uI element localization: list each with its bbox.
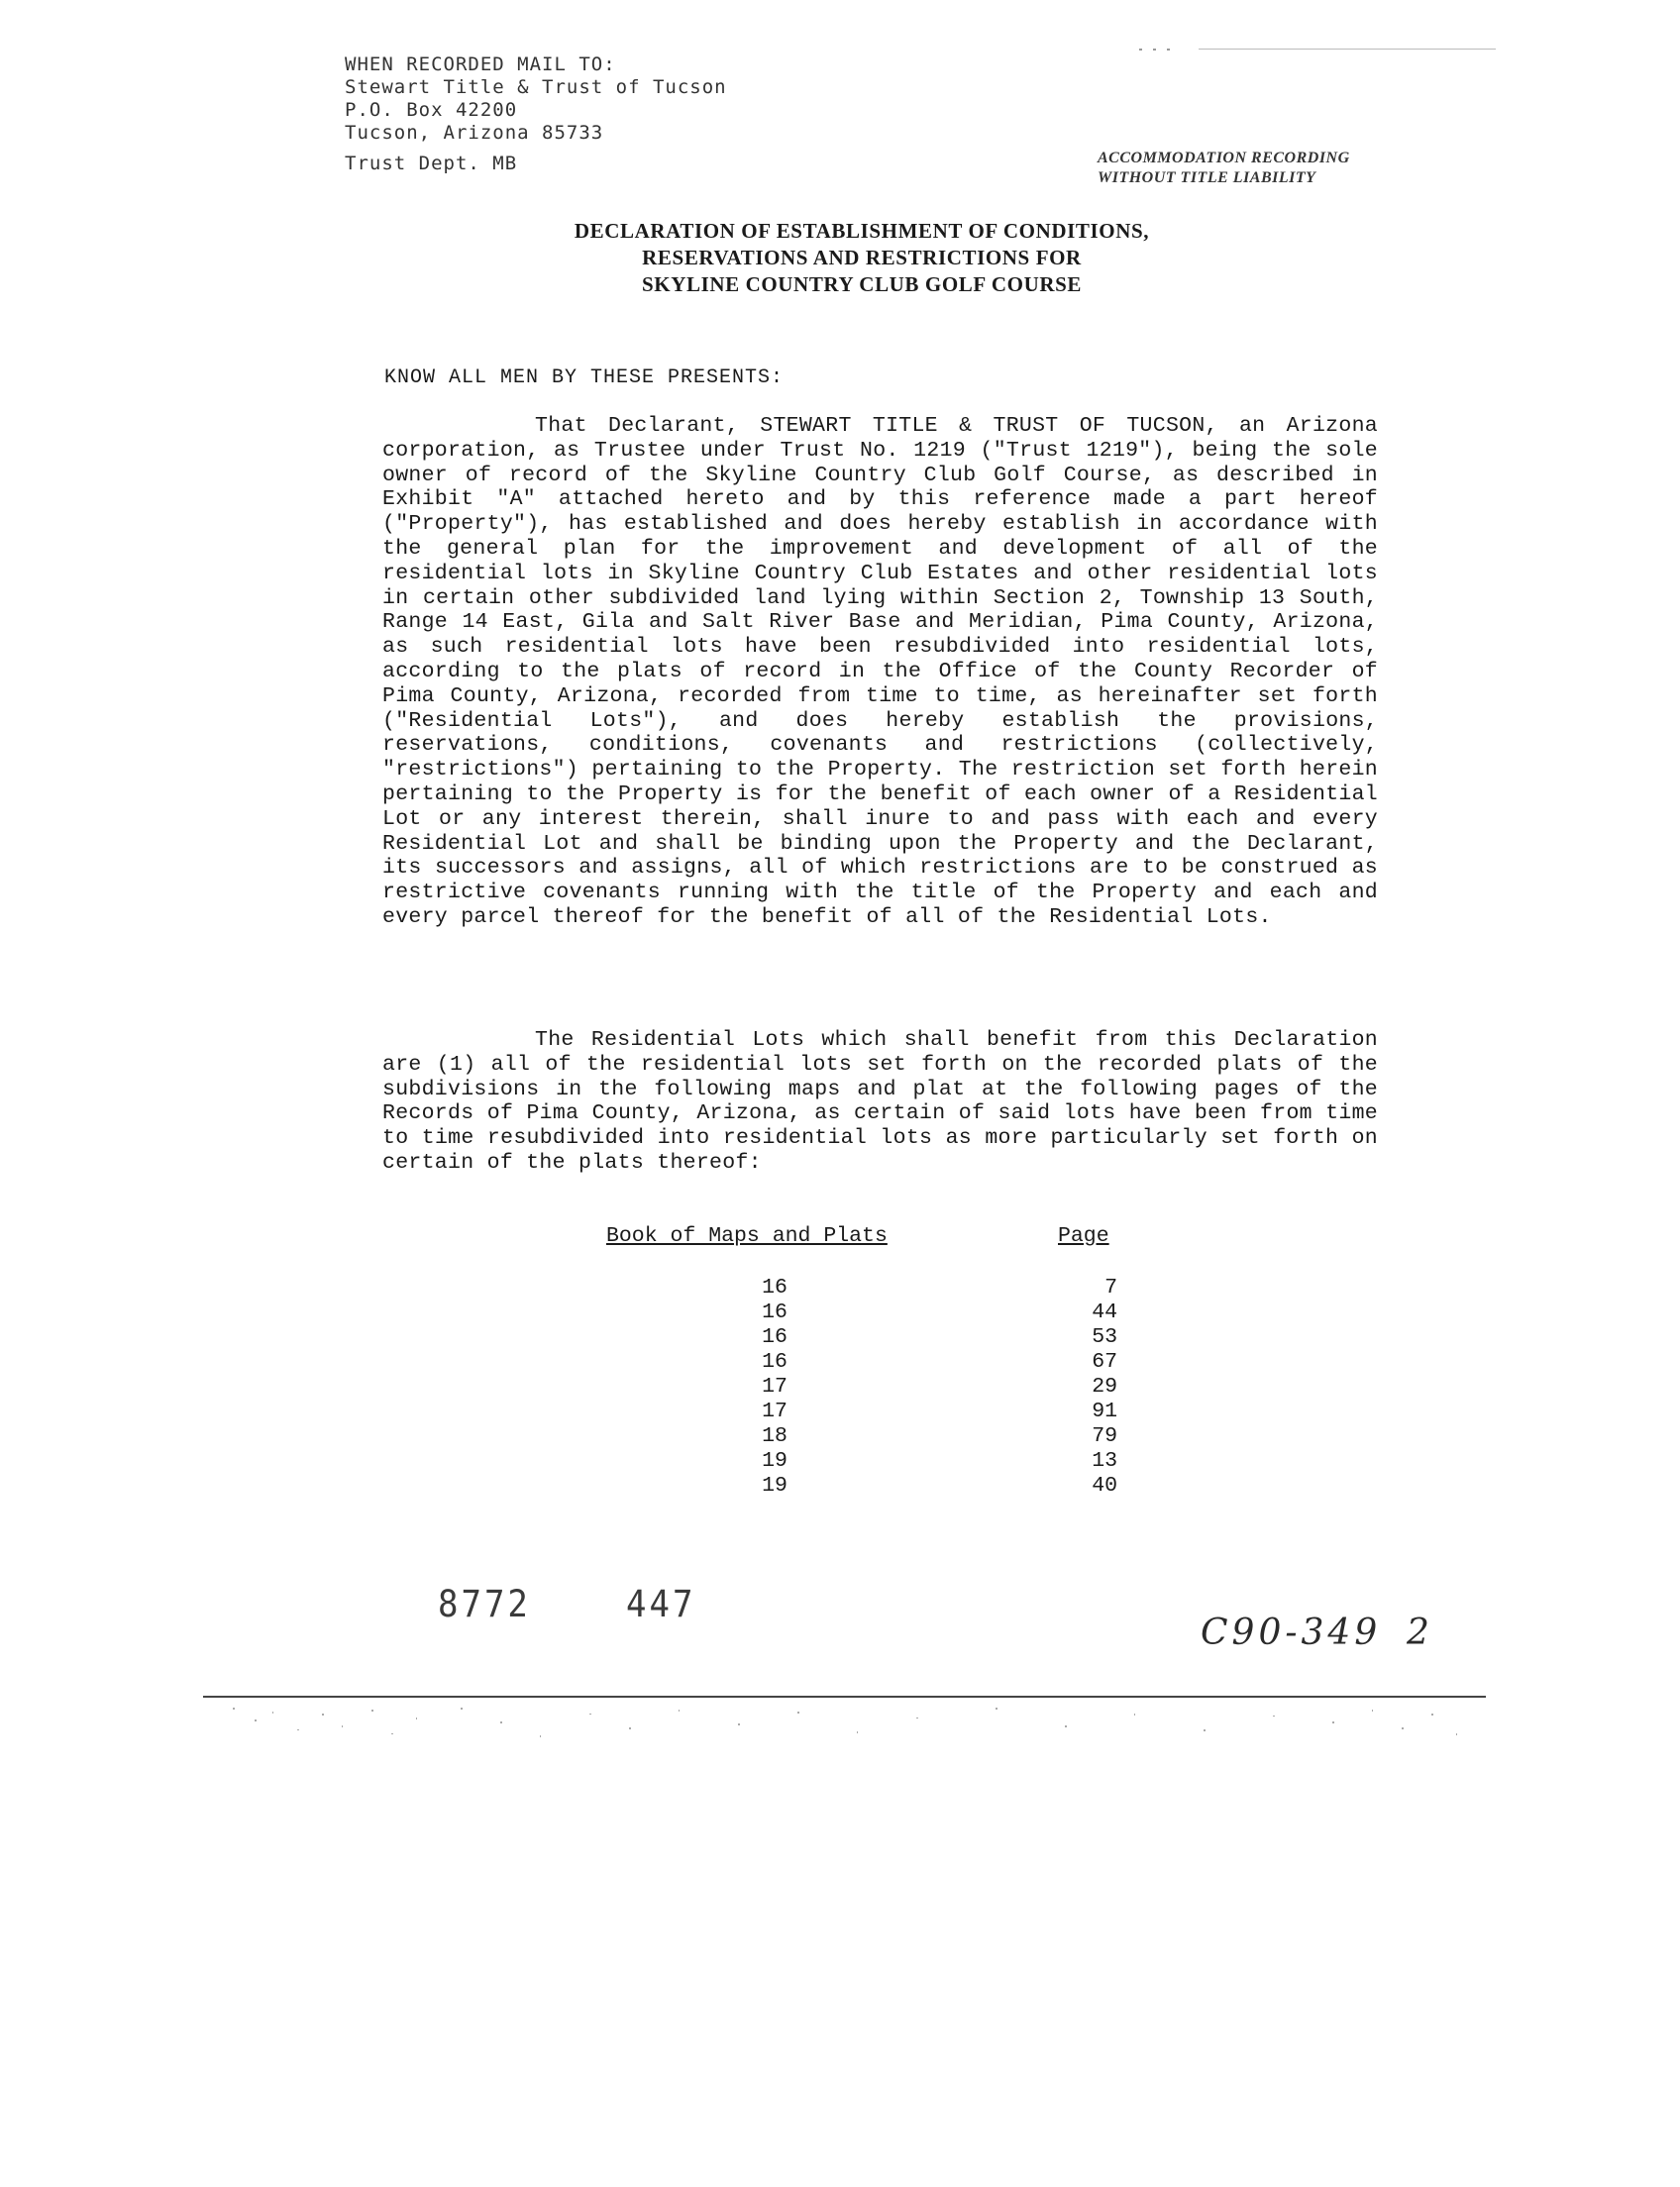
mail-to-block — [345, 53, 727, 175]
accommodation-recording-stamp — [1098, 149, 1350, 188]
table-row — [606, 1449, 1121, 1474]
book-cell: 16 — [762, 1301, 788, 1324]
mail-to-city: Tucson, Arizona 85733 — [345, 122, 604, 144]
page-cell: 79 — [1092, 1424, 1117, 1448]
table-row — [606, 1276, 1121, 1301]
declaration-paragraph-2: The Residential Lots which shall benefit from this Declaration are (1) all of the residential lots set forth on the recorded plats of the subdivisions in the following maps and plat at the following pages of the Records of Pima County, Arizona, as certain of said lots have been from time to time resubdivided into residential lots as more particularly set forth on certain of the plats thereof: — [382, 1028, 1378, 1175]
page-cell: 40 — [1092, 1474, 1117, 1498]
book-cell: 19 — [762, 1449, 788, 1473]
know-all-men-heading: KNOW ALL MEN BY THESE PRESENTS: — [384, 366, 785, 389]
docket-page-stamp: 447 — [626, 1583, 696, 1626]
handwritten-file-number: C90-349 — [1201, 1613, 1382, 1653]
table-row — [606, 1474, 1121, 1499]
mail-to-po-box: P.O. Box 42200 — [345, 99, 518, 121]
book-cell: 19 — [762, 1474, 788, 1498]
column-header-book: Book of Maps and Plats — [606, 1224, 888, 1248]
book-cell: 16 — [762, 1350, 788, 1374]
scan-noise-speckle — [203, 1700, 1491, 1759]
page-cell: 53 — [1092, 1325, 1117, 1349]
accommodation-line-1: ACCOMMODATION RECORDING — [1098, 150, 1350, 166]
page-cell: 7 — [1104, 1276, 1117, 1300]
book-cell: 16 — [762, 1276, 788, 1300]
page-cell: 91 — [1092, 1400, 1117, 1423]
table-row — [606, 1400, 1121, 1424]
page-cell: 67 — [1092, 1350, 1117, 1374]
document-title — [515, 218, 1208, 298]
table-row — [606, 1375, 1121, 1400]
book-cell: 17 — [762, 1375, 788, 1399]
mail-to-company: Stewart Title & Trust of Tucson — [345, 76, 727, 98]
title-line-2: RESERVATIONS AND RESTRICTIONS FOR — [642, 246, 1082, 269]
handwritten-page-mark: 2 — [1407, 1613, 1429, 1653]
page-cell: 13 — [1092, 1449, 1117, 1473]
column-header-page: Page — [1058, 1224, 1109, 1248]
table-row — [606, 1350, 1121, 1375]
book-cell: 16 — [762, 1325, 788, 1349]
table-row — [606, 1424, 1121, 1449]
table-row — [606, 1325, 1121, 1350]
book-cell: 17 — [762, 1400, 788, 1423]
table-row — [606, 1301, 1121, 1325]
page-cell: 44 — [1092, 1301, 1117, 1324]
accommodation-line-2: WITHOUT TITLE LIABILITY — [1098, 169, 1316, 186]
title-line-1: DECLARATION OF ESTABLISHMENT OF CONDITIONS, — [574, 219, 1150, 243]
table-body — [606, 1276, 1121, 1499]
mail-to-heading: WHEN RECORDED MAIL TO: — [345, 53, 616, 75]
docket-number-stamp: 8772 — [438, 1583, 531, 1626]
title-line-3: SKYLINE COUNTRY CLUB GOLF COURSE — [642, 272, 1082, 296]
scan-artifact-dots — [1139, 46, 1496, 55]
page-cell: 29 — [1092, 1375, 1117, 1399]
declaration-paragraph-1: That Declarant, STEWART TITLE & TRUST OF TUCSON, an Arizona corporation, as Trustee under Trust No. 1219 ("Trust 1219"), being the sole owner of record of the Skyline Country Club Golf Course, as described in Exhibit "A" attached hereto and by this reference made a part hereof ("Property"), has established and does hereby establish in accordance with the general plan for the improvement and development of all of the residential lots in Skyline Country Club Estates and other residential lots in certain other subdivided land lying within Section 2, Township 13 South, Range 14 East, Gila and Salt River Base and Meridian, Pima County, Arizona, as such residential lots have been resubdivided into residential lots, according to the plats of record in the Office of the County Recorder of Pima County, Arizona, recorded from time to time, as hereinafter set forth ("Residential Lots"), and does hereby establish the provisions, reservations, conditions, covenants and restrictions (collectively, "restrictions") pertaining to the Property. The restriction set forth herein pertaining to the Property is for the benefit of each owner of a Residential Lot or any interest therein, shall inure to and pass with each and every Residential Lot and shall be binding upon the Property and the Declarant, its successors and assigns, all of which restrictions are to be construed as restrictive covenants running with the title of the Property and each and every parcel thereof for the benefit of all of the Residential Lots. — [382, 414, 1378, 929]
footer-rule — [203, 1696, 1486, 1698]
book-cell: 18 — [762, 1424, 788, 1448]
mail-to-department: Trust Dept. MB — [345, 153, 518, 174]
